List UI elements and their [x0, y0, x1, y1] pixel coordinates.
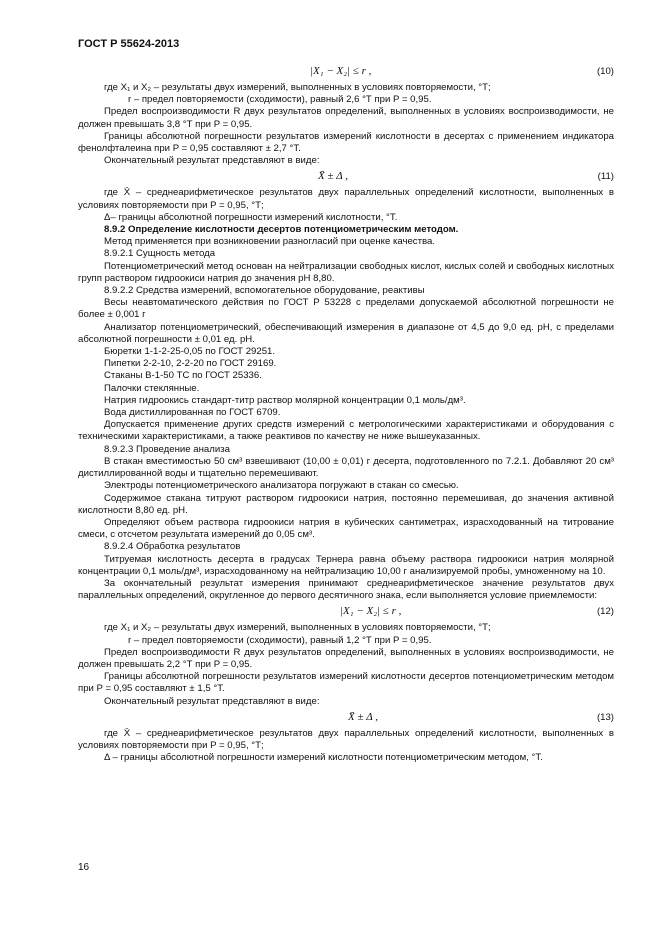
paragraph: Границы абсолютной погрешности результатов измерений кислотности в десертах с применением индикатора фенолфталеина при P = 0,95 составляют ± 2,7 °Т. — [78, 130, 614, 155]
section-heading: 8.9.2 Определение кислотности десертов потенциометрическим методом. — [104, 224, 459, 236]
paragraph: Потенциометрический метод основан на нейтрализации свободных кислот, кислых солей и свободных кислотных групп раствором гидроокиси натрия до значения pH 8,80. — [78, 260, 614, 284]
formula-13-number: (13) — [596, 711, 614, 723]
paragraph: Допускается применение других средств измерений с метрологическими характеристиками и оборудования с техническими характеристиками, а также реактивов по качеству не ниже вышеуказанных. — [78, 419, 614, 443]
paragraph: Предел воспроизводимости R двух результатов определений, выполненных в условиях воспроизводимости, не должен превышать 2,2 °Т при P = 0,95. — [78, 646, 614, 670]
formula-11-expression: X̄ ± Δ , — [318, 170, 349, 183]
formula-10 — [78, 62, 614, 82]
formula-12-expression: |X₁ − X₂| ≤ r , — [340, 605, 402, 618]
paragraph: В стакан вместимостью 50 см³ взвешивают (10,00 ± 0,01) г десерта, подготовленного по 7.2.1. Добавляют 20 см³ дистиллированной воды и тщательно перемешивают. — [78, 455, 614, 480]
list-item: Вода дистиллированная по ГОСТ 6709. — [104, 407, 281, 419]
paragraph: Δ– границы абсолютной погрешности измерений кислотности, °Т. — [104, 211, 398, 223]
paragraph: Анализатор потенциометрический, обеспечивающий измерения в диапазоне от 4,5 до 9,0 ед. pH, с пределами абсолютной погрешности ± 0,01 ед. pH. — [78, 321, 614, 345]
paragraph: Электроды потенциометрического анализатора погружают в стакан со смесью. — [104, 480, 459, 492]
paragraph: r – предел повторяемости (сходимости), равный 2,6 °Т при P = 0,95. — [128, 94, 432, 106]
formula-10-expression: |X₁ − X₂| ≤ r , — [310, 65, 372, 77]
paragraph: Метод применяется при возникновении разногласий при оценке качества. — [104, 236, 435, 248]
list-item: Палочки стеклянные. — [104, 382, 200, 394]
paragraph: Весы неавтоматического действия по ГОСТ Р 53228 с пределами допускаемой абсолютной погрешности не более ± 0,001 г — [78, 297, 614, 321]
formula-10-number: (10) — [596, 66, 614, 77]
formula-13-expression: X̄ ± Δ , — [348, 710, 379, 723]
paragraph: Предел воспроизводимости R двух результатов определений, выполненных в условиях воспроизводимости, не должен превышать 3,8 °Т при P = 0,95. — [78, 106, 614, 130]
paragraph: Титруемая кислотность десерта в градусах Тернера равна объему раствора гидроокиси натрия молярной концентрации 0,1 моль/дм³, израсходованному на нейтрализацию 10,00 г анализируемой пробы, умноженному на 10. — [78, 553, 614, 577]
list-item: Пипетки 2-2-10, 2-2-20 по ГОСТ 29169. — [104, 358, 277, 370]
paragraph: где X₁ и X₂ – результаты двух измерений, выполненных в условиях повторяемости, °Т; — [104, 82, 491, 93]
page-number: 16 — [78, 862, 90, 873]
list-item: Стаканы В-1-50 ТС по ГОСТ 25336. — [104, 370, 262, 382]
section-heading: 8.9.2.3 Проведение анализа — [104, 443, 230, 455]
paragraph: Содержимое стакана титруют раствором гидроокиси натрия, постоянно перемешивая, до значения активной кислотности 8,80 ед. pH. — [78, 492, 614, 516]
section-heading: 8.9.2.4 Обработка результатов — [104, 541, 241, 553]
formula-11 — [78, 167, 614, 187]
paragraph: Окончательный результат представляют в виде: — [104, 155, 320, 167]
formula-12-number: (12) — [596, 606, 614, 618]
paragraph: Окончательный результат представляют в виде: — [104, 695, 320, 707]
formula-12 — [78, 602, 614, 622]
paragraph: где X₁ и X₂ – результаты двух измерений, выполненных в условиях повторяемости, °Т; — [104, 622, 491, 634]
paragraph: За окончательный результат измерения принимают среднеарифметическое значение результатов двух параллельных определений, округленное до первого десятичного знака, если выполняется условие приемлемости: — [78, 577, 614, 602]
document-header: ГОСТ Р 55624-2013 — [78, 38, 180, 50]
formula-13 — [78, 708, 614, 728]
paragraph: Определяют объем раствора гидроокиси натрия в кубических сантиметрах, израсходованный на титрование смеси, с отсчетом результата измерений до 0,05 см³. — [78, 516, 614, 541]
paragraph: Границы абсолютной погрешности результатов измерений кислотности десертов потенциометрическим методом при P = 0,95 составляют ± 1,5 °Т. — [78, 671, 614, 695]
paragraph: где X̄ – среднеарифметическое результатов двух параллельных определений кислотности, выполненных в условиях повторяемости при P = 0,95, °Т; — [78, 187, 614, 211]
list-item: Бюретки 1-1-2-25-0,05 по ГОСТ 29251. — [104, 346, 276, 358]
paragraph: где X̄ – среднеарифметическое результатов двух параллельных определений кислотности, выполненных в условиях повторяемости при P = 0,95, °Т; — [78, 727, 614, 751]
formula-11-number: (11) — [597, 171, 614, 183]
paragraph: r – предел повторяемости (сходимости), равный 1,2 °Т при P = 0,95. — [128, 634, 432, 646]
list-item: Натрия гидроокись стандарт-титр раствор молярной концентрации 0,1 моль/дм³. — [104, 394, 466, 406]
paragraph: Δ – границы абсолютной погрешности измерений кислотности потенциометрическим методом, °Т. — [104, 752, 543, 764]
document-body — [78, 62, 614, 764]
section-heading: 8.9.2.2 Средства измерений, вспомогательное оборудование, реактивы — [104, 285, 425, 297]
section-heading: 8.9.2.1 Сущность метода — [104, 248, 216, 260]
